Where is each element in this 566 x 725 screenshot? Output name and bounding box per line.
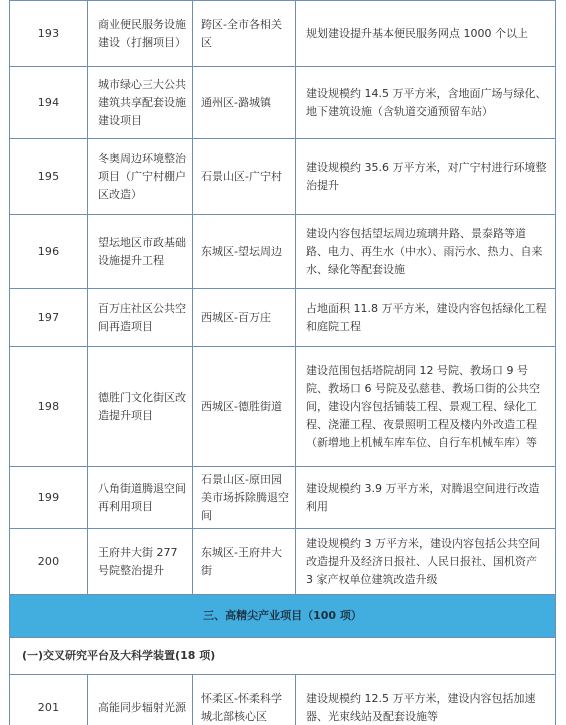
row-number: 196: [10, 215, 88, 289]
project-content: 占地面积 11.8 万平方米，建设内容包括绿化工程和庭院工程: [296, 289, 556, 347]
project-location: 西城区-德胜街道: [193, 347, 296, 467]
project-name: 城市绿心三大公共建筑共享配套设施建设项目: [88, 67, 193, 139]
table-row: [10, 467, 556, 529]
project-location: 通州区-潞城镇: [193, 67, 296, 139]
section-header-row: [10, 595, 556, 638]
row-number: 197: [10, 289, 88, 347]
table-row: [10, 215, 556, 289]
project-content: 建设内容包括望坛周边琉璃井路、景泰路等道路、电力、再生水（中水）、雨污水、热力、自来水、绿化等配套设施: [296, 215, 556, 289]
row-number: 200: [10, 529, 88, 595]
project-name: 八角街道腾退空间再利用项目: [88, 467, 193, 529]
project-name: 望坛地区市政基础设施提升工程: [88, 215, 193, 289]
project-location: 石景山区-原田园美市场拆除腾退空间: [193, 467, 296, 529]
project-content: 建设规模约 3.9 万平方米，对腾退空间进行改造利用: [296, 467, 556, 529]
row-number: 195: [10, 139, 88, 215]
project-content: 规划建设提升基本便民服务网点 1000 个以上: [296, 1, 556, 67]
project-location: 石景山区-广宁村: [193, 139, 296, 215]
table-row: [10, 289, 556, 347]
table-row: [10, 139, 556, 215]
project-name: 百万庄社区公共空间再造项目: [88, 289, 193, 347]
subsection-header-row: [10, 638, 556, 675]
project-content: 建设规模约 12.5 万平方米，建设内容包括加速器、光束线站及配套设施等: [296, 675, 556, 725]
row-number: 201: [10, 675, 88, 725]
row-number: 199: [10, 467, 88, 529]
project-location: 东城区-望坛周边: [193, 215, 296, 289]
project-name: 商业便民服务设施建设（打捆项目）: [88, 1, 193, 67]
row-number: 193: [10, 1, 88, 67]
project-content: 建设范围包括塔院胡同 12 号院、教场口 9 号院、教场口 6 号院及弘慈巷、教场口街的公共空间，建设内容包括铺装工程、景观工程、绿化工程、浇灌工程、夜景照明工程及楼内外改造工程（新增地上机械车库车位、自行车机械车库）等: [296, 347, 556, 467]
project-name: 高能同步辐射光源: [88, 675, 193, 725]
table-row: [10, 1, 556, 67]
table-row: [10, 67, 556, 139]
project-location: 跨区-全市各相关区: [193, 1, 296, 67]
project-content: 建设规模约 14.5 万平方米，含地面广场与绿化、地下建筑设施（含轨道交通预留车站）: [296, 67, 556, 139]
table-row: [10, 529, 556, 595]
project-table: [9, 0, 556, 725]
project-name: 王府井大街 277 号院整治提升: [88, 529, 193, 595]
table-row: [10, 347, 556, 467]
row-number: 198: [10, 347, 88, 467]
row-number: 194: [10, 67, 88, 139]
table-row: [10, 675, 556, 725]
section-title: 三、高精尖产业项目（100 项）: [10, 595, 556, 638]
project-location: 怀柔区-怀柔科学城北部核心区: [193, 675, 296, 725]
subsection-title: (一)交叉研究平台及大科学装置(18 项): [10, 638, 556, 675]
project-content: 建设规模约 35.6 万平方米，对广宁村进行环境整治提升: [296, 139, 556, 215]
project-name: 冬奥周边环境整治项目（广宁村棚户区改造）: [88, 139, 193, 215]
project-location: 西城区-百万庄: [193, 289, 296, 347]
project-location: 东城区-王府井大街: [193, 529, 296, 595]
project-name: 德胜门文化街区改造提升项目: [88, 347, 193, 467]
project-content: 建设规模约 3 万平方米，建设内容包括公共空间改造提升及经济日报社、人民日报社、国机资产 3 家产权单位建筑改造升级: [296, 529, 556, 595]
